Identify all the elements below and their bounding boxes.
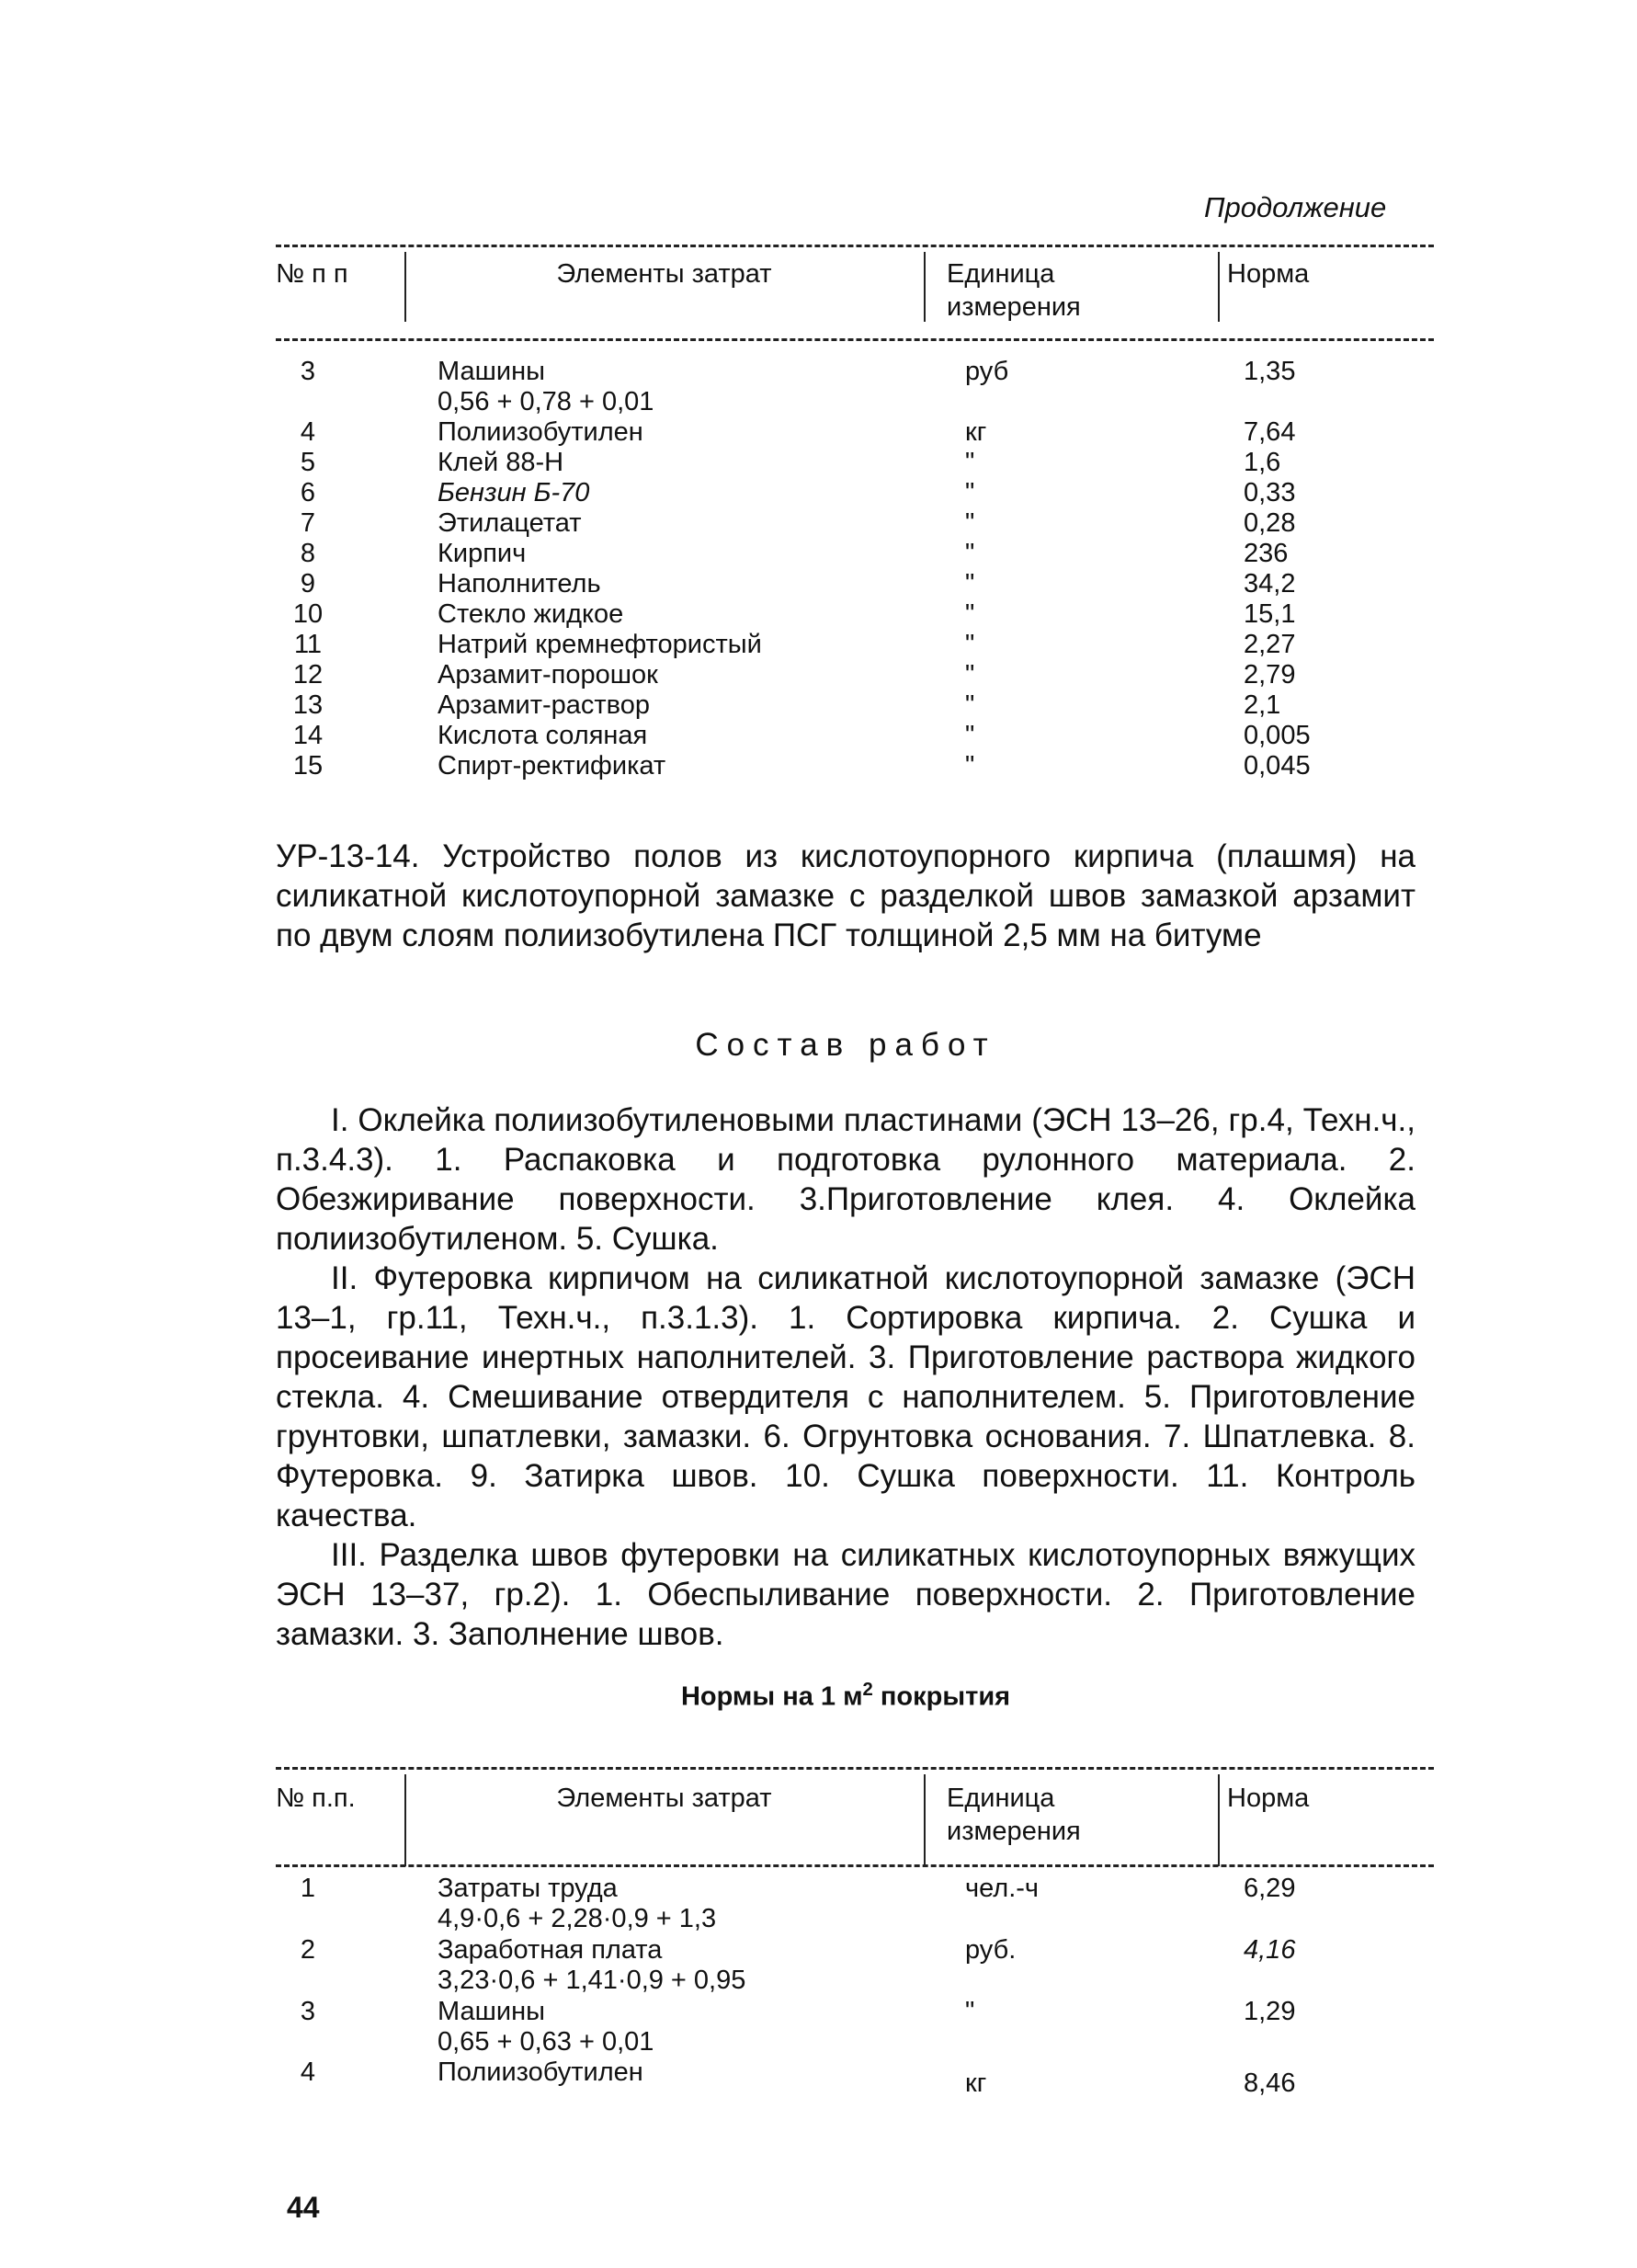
works-heading: Состав работ bbox=[695, 1027, 996, 1063]
header-unit: Единица измерения bbox=[947, 259, 1081, 322]
formula: 3,23·0,6 + 1,41·0,9 + 0,95 bbox=[438, 1966, 746, 1995]
header-elements: Элементы затрат bbox=[556, 1784, 772, 1813]
table-top-rule bbox=[276, 1767, 1434, 1770]
formula: 0,56 + 0,78 + 0,01 bbox=[438, 387, 654, 416]
continued-label: Продолжение bbox=[1204, 191, 1387, 223]
header-num: № п п bbox=[276, 259, 348, 289]
column-divider bbox=[924, 1774, 926, 1866]
table-header-rule bbox=[276, 1864, 1434, 1867]
materials-table-continued: № п п Элементы затрат Единица измерения Норма 3 Машины руб 1,35 0,56 + 0,78 + 0,01 4 Полиизобутилен кг 7,64 5 Клей 88-Н " 1,6 6 Бензин Б-70 " 0,33 7 Этилацетат " 0,28 8 Кирпич " 236 9 Наполнитель " 34,2 10 Стекло жидкое " 15,1 11 Натрий кремнефтористый " 2,27 12 Арзамит-порошок " 2,79 13 Арзамит-раствор " 2,1 14 Кислота соляная " 0,005 15 Спирт-ректификат " 0,045 bbox=[276, 241, 1434, 792]
formula: 0,65 + 0,63 + 0,01 bbox=[438, 2027, 654, 2057]
works-item-2: II. Футеровка кирпичом на силикатной кислотоупорной замазке (ЭСН 13–1, гр.11, Техн.ч., п.3.1.3). 1. Сортировка кирпича. 2. Сушка и просеивание инертных наполнителей. 3. Приготовление раствора жидкого стекла. 4. Смешивание отвердителя с наполнителем. 5. Приготовление грунтовки, шпатлевки, замазки. 6. Огрунтовка основания. 7. Шпатлевка. 8. Футеровка. 9. Затирка швов. 10. Сушка поверхности. 11. Контроль качества. bbox=[276, 1260, 1415, 1533]
norms-caption: Нормы на 1 $м^2$ покрытия bbox=[680, 1680, 1011, 1712]
table-top-rule bbox=[276, 245, 1434, 247]
header-num: № п.п. bbox=[276, 1784, 356, 1813]
table-header-rule bbox=[276, 338, 1434, 341]
header-norm: Норма bbox=[1227, 259, 1310, 289]
header-norm: Норма bbox=[1227, 1784, 1310, 1813]
norms-table: № п.п. Элементы затрат Единица измерения Норма 1 Затраты труда чел.-ч 6,29 4,9·0,6 + 2,28·0,9 + 1,3 2 Заработная плата руб. 4,16 3,23·0,6 + 1,41·0,9 + 0,95 3 Машины " 1,29 0,65 + 0,63 + 0,01 4 Полиизобутилен кг 8,46 bbox=[276, 1763, 1434, 2094]
works-item-1: I. Оклейка полиизобутиленовыми пластинами (ЭСН 13–26, гр.4, Техн.ч., п.3.4.3). 1. Распаковка и подготовка рулонного материала. 2. Обезжиривание поверхности. 3.Приготовление клея. 4. Оклейка полиизобутиленом. 5. Сушка. bbox=[276, 1102, 1415, 1257]
formula: 4,9·0,6 + 2,28·0,9 + 1,3 bbox=[438, 1904, 717, 1933]
column-divider bbox=[1218, 1774, 1220, 1866]
column-divider bbox=[924, 252, 926, 322]
header-unit: Единица измерения bbox=[947, 1784, 1081, 1846]
page-number: 44 bbox=[287, 2191, 320, 2224]
section-title: УР-13-14. Устройство полов из кислотоупорного кирпича (плашмя) на силикатной кислотоупорной замазке с разделкой швов замазкой арзамит по двум слоям полиизобутилена ПСГ толщиной 2,5 мм на битуме bbox=[276, 838, 1415, 953]
works-item-3: III. Разделка швов футеровки на силикатных кислотоупорных вяжущих ЭСН 13–37, гр.2). 1. Обеспыливание поверхности. 2. Приготовление замазки. 3. Заполнение швов. bbox=[276, 1537, 1415, 1652]
header-elements: Элементы затрат bbox=[556, 259, 772, 289]
column-divider bbox=[1218, 252, 1220, 322]
